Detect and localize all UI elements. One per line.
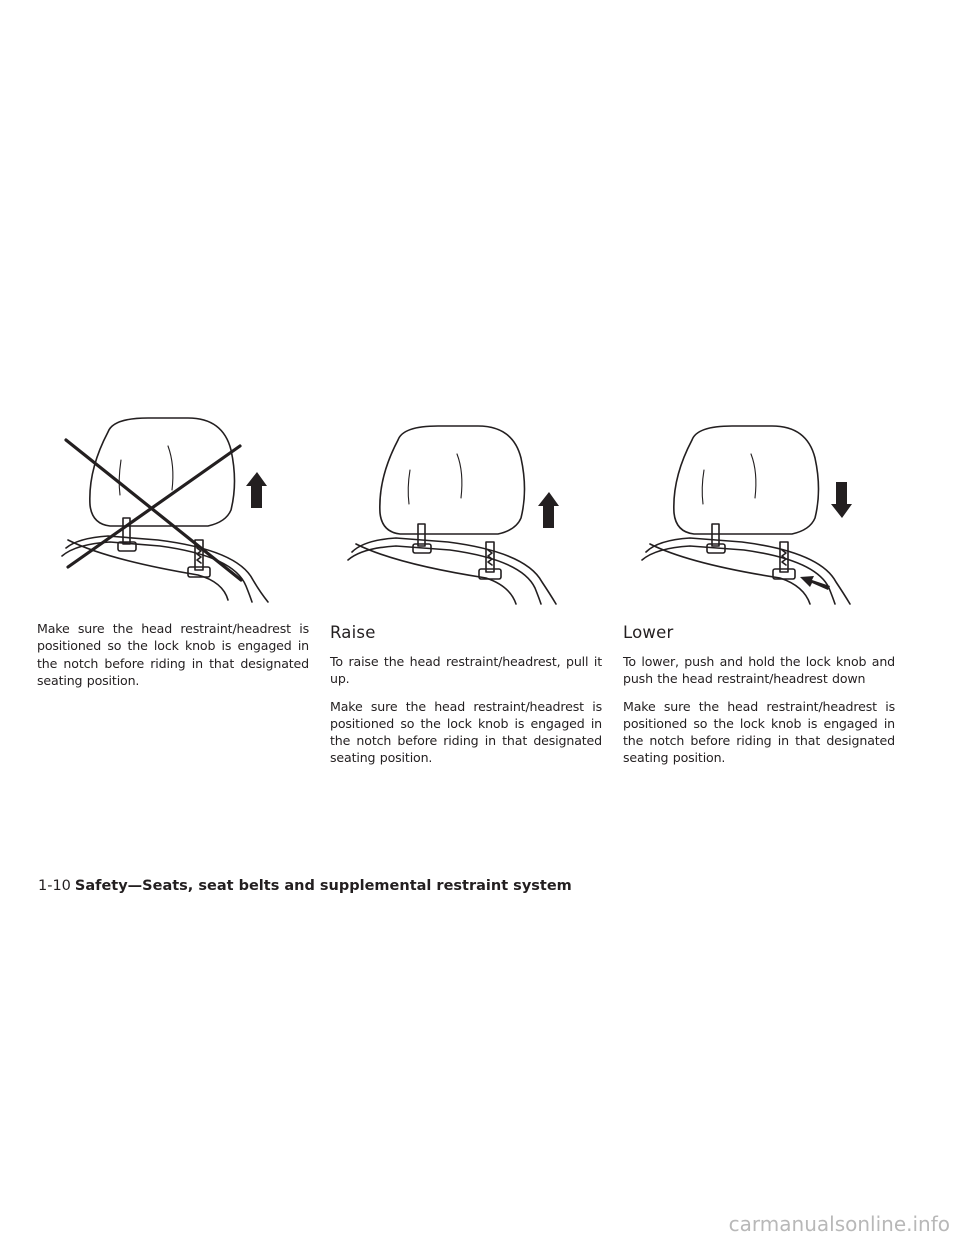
page-footer — [38, 878, 572, 894]
headrest-figure-lower — [624, 410, 894, 610]
watermark: carmanualsonline.info — [728, 1212, 950, 1236]
section-heading-raise: Raise — [330, 623, 376, 642]
paragraph: To raise the head restraint/headrest, pull it up. — [330, 654, 602, 687]
paragraph: Make sure the head restraint/headrest is positioned so the lock knob is engaged in the notch before riding in that designated seating position. — [37, 621, 309, 688]
headrest-figure-raise — [330, 410, 600, 610]
headrest-illustration-2 — [330, 410, 600, 610]
column-raise — [330, 620, 602, 777]
headrest-figure-incorrect — [38, 410, 308, 610]
paragraph: Make sure the head restraint/headrest is positioned so the lock knob is engaged in the notch before riding in that designated seating position. — [330, 698, 602, 766]
headrest-illustration-3 — [624, 410, 894, 610]
section-heading-lower: Lower — [623, 623, 674, 642]
headrest-illustration-1 — [38, 410, 308, 610]
paragraph: Make sure the head restraint/headrest is positioned so the lock knob is engaged in the notch before riding in that designated seating position. — [623, 698, 895, 766]
page-number: 1-10 — [38, 878, 71, 894]
paragraph: To lower, push and hold the lock knob and push the head restraint/headrest down — [623, 654, 895, 687]
section-title: Safety—Seats, seat belts and supplemental restraint system — [74, 878, 572, 894]
column-incorrect — [37, 620, 309, 699]
column-lower — [623, 620, 895, 777]
